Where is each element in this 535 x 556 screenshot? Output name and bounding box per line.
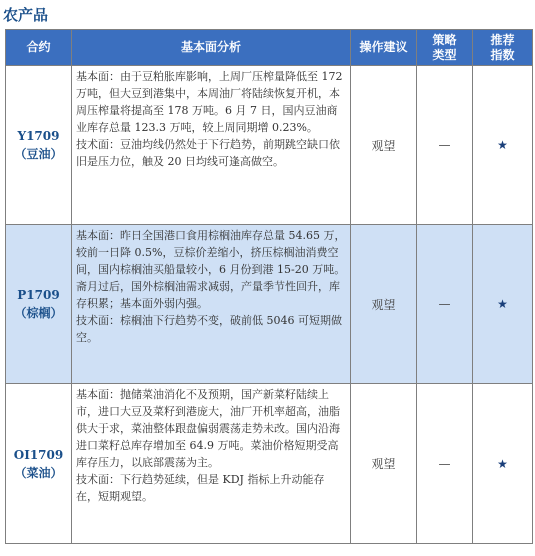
technical-text: 技术面：棕榈油下行趋势不变，破前低 5046 可短期做空。 <box>76 314 342 344</box>
analysis-cell <box>72 225 351 384</box>
contract-code: OI1709 <box>13 447 64 462</box>
contract-name: （豆油） <box>14 147 63 161</box>
analysis-cell <box>72 66 351 225</box>
fundamental-text: 基本面：由于豆粕胀库影响，上周厂压榨量降低至 172 万吨，但大豆到港集中，本周油厂将陆续恢复开机，本周压榨量将提高至 178 万吨。6 月 7 日，国内豆油商业库存总量 123.3 万吨，较上周同期增 0.23%。 <box>76 70 343 134</box>
table-row <box>6 66 533 225</box>
header-strategy-type: 策略类型 <box>417 30 473 66</box>
header-contract: 合约 <box>6 30 72 66</box>
fundamental-text: 基本面：抛储菜油消化不及预期，国产新菜籽陆续上市，进口大豆及菜籽到港庞大，油厂开机率超高，油脂供大于求，菜油整体跟盘偏弱震荡走势未改。国内沿海进口菜籽总库存增加至 64.9 万吨。菜油价格短期受高库存压力，以底部震荡为主。 <box>76 388 340 469</box>
rating-star-icon: ★ <box>473 225 533 384</box>
contract-cell <box>6 384 72 544</box>
section-title: 农产品 <box>3 6 49 24</box>
contract-cell <box>6 66 72 225</box>
advice-cell: 观望 <box>351 384 417 544</box>
contract-name: （棕榈） <box>14 306 63 320</box>
analysis-cell <box>72 384 351 544</box>
table-header-row <box>6 30 533 66</box>
header-analysis: 基本面分析 <box>72 30 351 66</box>
technical-text: 技术面：下行趋势延续，但是 KDJ 指标上升动能存在，短期观望。 <box>76 473 325 503</box>
contract-name: （菜油） <box>14 465 63 480</box>
contract-code: P1709 <box>17 288 60 302</box>
strategy-type-cell: — <box>417 225 473 384</box>
advice-cell: 观望 <box>351 225 417 384</box>
contract-cell <box>6 225 72 384</box>
recommendation-table <box>5 29 533 544</box>
table-row <box>6 225 533 384</box>
strategy-type-cell: — <box>417 384 473 544</box>
strategy-type-cell: — <box>417 66 473 225</box>
fundamental-text: 基本面：昨日全国港口食用棕榈油库存总量 54.65 万，较前一日降 0.5%，豆棕价差缩小，挤压棕榈油消费空间，国内棕榈油买船量较小，6 月份到港 15-20 万吨。斋月过后，国外棕榈油需求减弱，产量季节性回升，库存积累；基本面外弱内强。 <box>76 229 346 310</box>
contract-code: Y1709 <box>17 129 60 143</box>
technical-text: 技术面：豆油均线仍然处于下行趋势，前期跳空缺口依旧是压力位，触及 20 日均线可逢高做空。 <box>76 138 340 168</box>
table-row <box>6 384 533 544</box>
rating-star-icon: ★ <box>473 66 533 225</box>
header-advice: 操作建议 <box>351 30 417 66</box>
header-rating: 推荐指数 <box>473 30 533 66</box>
advice-cell: 观望 <box>351 66 417 225</box>
rating-star-icon: ★ <box>473 384 533 544</box>
